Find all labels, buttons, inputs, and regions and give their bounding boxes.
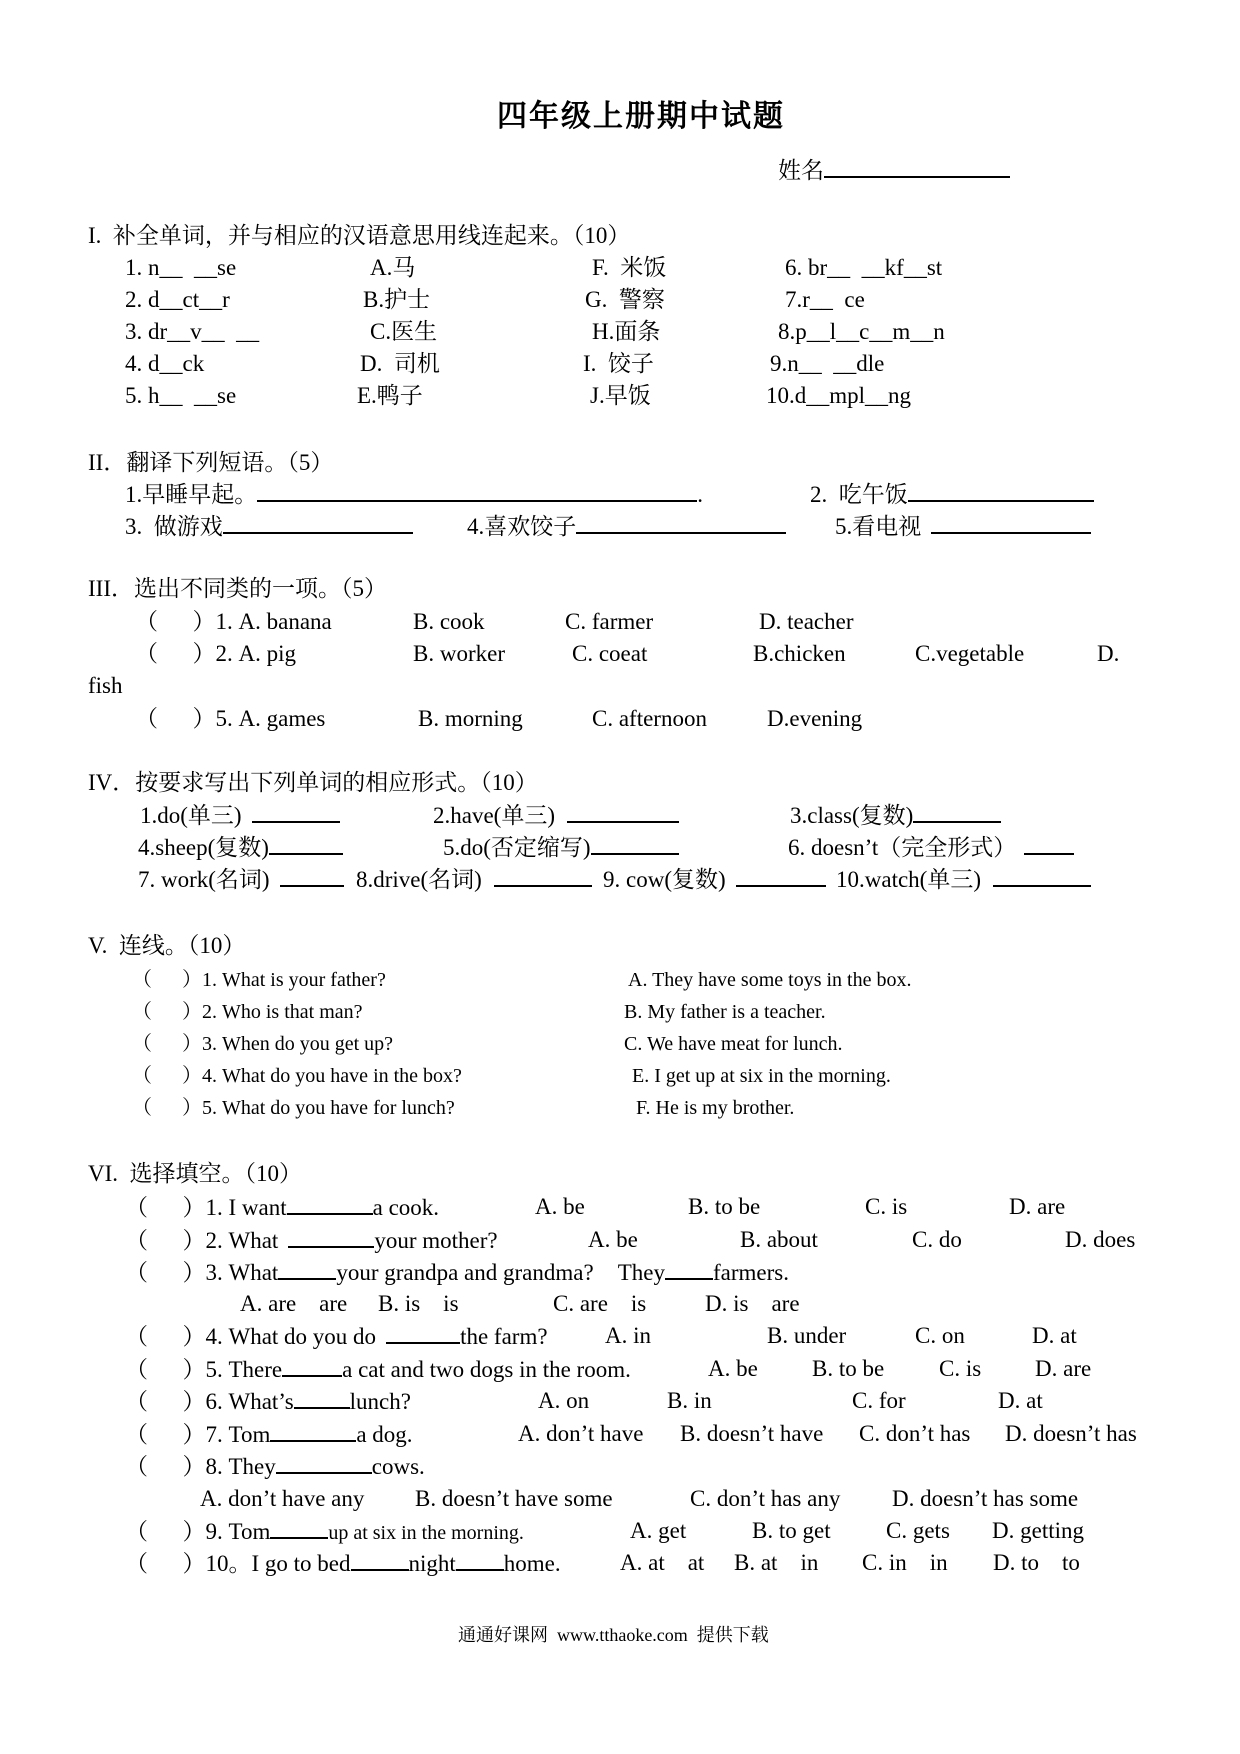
s6-option: C. don’t has xyxy=(859,1421,971,1446)
s6-option: A. don’t have xyxy=(518,1421,644,1446)
s6-option: A. be xyxy=(588,1227,638,1252)
s1-word: 8.p__l__c__m__n xyxy=(778,319,945,344)
s4-item: 4.sheep(复数) xyxy=(138,833,343,862)
section-3-heading: III．选出不同类的一项。（5） xyxy=(88,576,387,601)
s6-option: D. doesn’t has some xyxy=(892,1486,1079,1511)
s5-answer: C. We have meat for lunch. xyxy=(624,1033,843,1055)
answer-blank[interactable] xyxy=(223,512,413,534)
s6-option: C. don’t has any xyxy=(690,1486,841,1511)
s3-option: D. xyxy=(1097,641,1120,666)
s3-q2: （ ）2. A. pig xyxy=(135,641,296,666)
s2-phrase-3: 3. 做游戏 xyxy=(125,512,413,541)
s4-item: 8.drive(名词) xyxy=(356,865,592,894)
s5-question: （ ）4. What do you have in the box? xyxy=(132,1065,462,1087)
answer-blank[interactable] xyxy=(1024,833,1074,855)
s3-option: C.vegetable xyxy=(915,641,1025,666)
s6-q3: （ ）3. What your grandpa and grandma? They farmers. xyxy=(125,1260,789,1285)
s5-question: （ ）5. What do you have for lunch? xyxy=(132,1097,455,1119)
answer-blank[interactable] xyxy=(278,1258,336,1280)
s6-option: A. be xyxy=(535,1194,585,1219)
s6-option: D. to to xyxy=(993,1550,1080,1575)
answer-blank[interactable] xyxy=(280,865,344,887)
s6-option: C. for xyxy=(852,1388,906,1413)
answer-blank[interactable] xyxy=(252,801,340,823)
s1-meaning: G. 警察 xyxy=(585,287,665,312)
s1-meaning: A.马 xyxy=(370,255,416,280)
s6-option: D. is are xyxy=(705,1291,800,1316)
section-6-heading: VI. 选择填空。（10） xyxy=(88,1161,303,1186)
s1-meaning: D. 司机 xyxy=(360,351,440,376)
answer-blank[interactable] xyxy=(494,865,592,887)
answer-blank[interactable] xyxy=(287,1193,373,1215)
s1-meaning: J.早饭 xyxy=(590,383,651,408)
s1-meaning: F. 米饭 xyxy=(592,255,667,280)
s6-option: C. is xyxy=(865,1194,908,1219)
answer-blank[interactable] xyxy=(351,1549,409,1571)
s6-option: B. under xyxy=(767,1323,847,1348)
name-label: 姓名 xyxy=(778,156,1010,185)
s6-option: A. don’t have any xyxy=(200,1486,365,1511)
s5-answer: F. He is my brother. xyxy=(636,1097,795,1119)
section-5-heading: V. 连线。（10） xyxy=(88,933,246,958)
s6-option: D. doesn’t has xyxy=(1005,1421,1137,1446)
s6-option: C. in in xyxy=(862,1550,948,1575)
answer-blank[interactable] xyxy=(567,801,679,823)
s6-q6: （ ）6. What’s lunch? xyxy=(125,1389,411,1414)
s6-option: A. be xyxy=(708,1356,758,1381)
s6-option: C. are is xyxy=(553,1291,647,1316)
answer-blank[interactable] xyxy=(269,833,343,855)
s4-item: 1.do(单三) xyxy=(140,801,340,830)
s6-q5: （ ）5. There a cat and two dogs in the room. xyxy=(125,1357,631,1382)
s5-question: （ ）2. Who is that man? xyxy=(132,1001,363,1023)
answer-blank[interactable] xyxy=(288,1226,374,1248)
s6-option: B. to be xyxy=(688,1194,761,1219)
s3-option: C. farmer xyxy=(565,609,654,634)
s6-option: D. at xyxy=(998,1388,1043,1413)
s4-item: 10.watch(单三) xyxy=(836,865,1091,894)
section-4-heading: IV．按要求写出下列单词的相应形式。（10） xyxy=(88,770,538,795)
s3-option: C. afternoon xyxy=(592,706,707,731)
s6-q7: （ ）7. Tom a dog. xyxy=(125,1422,413,1447)
footer: 通通好课网 www.tthaoke.com 提供下载 xyxy=(458,1625,769,1645)
s6-option: A. get xyxy=(630,1518,687,1543)
s6-q2: （ ）2. What your mother? xyxy=(125,1228,498,1253)
answer-blank[interactable] xyxy=(294,1387,350,1409)
name-blank[interactable] xyxy=(824,156,1010,178)
s3-option: B. cook xyxy=(413,609,485,634)
page-title: 四年级上册期中试题 xyxy=(497,100,785,133)
s3-option: C. coeat xyxy=(572,641,648,666)
s1-meaning: H.面条 xyxy=(592,319,661,344)
s6-option: A. on xyxy=(538,1388,590,1413)
s1-word: 3. dr__v__ __ xyxy=(125,319,260,344)
s4-item: 9. cow(复数) xyxy=(603,865,826,894)
s1-meaning: I. 饺子 xyxy=(583,351,654,376)
s5-answer: A. They have some toys in the box. xyxy=(628,969,912,991)
answer-blank[interactable] xyxy=(665,1258,713,1280)
s1-word: 6. br__ __kf__st xyxy=(785,255,943,280)
s4-item: 3.class(复数) xyxy=(790,801,1001,830)
answer-blank[interactable] xyxy=(456,1549,504,1571)
s4-item: 7. work(名词) xyxy=(138,865,344,894)
answer-blank[interactable] xyxy=(931,512,1091,534)
s1-word: 1. n__ __se xyxy=(125,255,237,280)
s6-option: B. doesn’t have some xyxy=(415,1486,613,1511)
s1-meaning: C.医生 xyxy=(370,319,438,344)
s3-option: B.chicken xyxy=(753,641,846,666)
answer-blank[interactable] xyxy=(736,865,826,887)
s3-option: B. worker xyxy=(413,641,505,666)
section-2-heading: II．翻译下列短语。（5） xyxy=(88,450,334,475)
s3-option: B. morning xyxy=(418,706,523,731)
s2-phrase-2: 2. 吃午饭 xyxy=(810,480,1094,509)
s6-option: B. to get xyxy=(752,1518,831,1543)
s6-option: D. are xyxy=(1035,1356,1092,1381)
s6-option: B. in xyxy=(667,1388,712,1413)
answer-blank[interactable] xyxy=(282,1355,342,1377)
s6-option: B. to be xyxy=(812,1356,885,1381)
s6-q10: （ ）10。I go to bed night home. xyxy=(125,1551,561,1576)
s6-option: A. are are xyxy=(240,1291,348,1316)
s6-option: C. gets xyxy=(886,1518,950,1543)
s6-q8: （ ）8. They cows. xyxy=(125,1454,425,1479)
s6-option: D. are xyxy=(1009,1194,1066,1219)
s6-option: A. in xyxy=(605,1323,651,1348)
s6-option: C. do xyxy=(912,1227,962,1252)
s1-word: 2. d__ct__r xyxy=(125,287,230,312)
s6-option: C. is xyxy=(939,1356,982,1381)
s5-answer: E. I get up at six in the morning. xyxy=(632,1065,891,1087)
s6-option: A. at at xyxy=(620,1550,705,1575)
s3-q5: （ ）5. A. games xyxy=(135,706,326,731)
s3-q1: （ ）1. A. banana xyxy=(135,609,332,634)
s1-meaning: E.鸭子 xyxy=(357,383,423,408)
s6-q1: （ ）1. I want a cook. xyxy=(125,1195,440,1220)
answer-blank[interactable] xyxy=(257,480,697,502)
answer-blank[interactable] xyxy=(386,1322,460,1344)
answer-blank[interactable] xyxy=(591,833,679,855)
s4-item: 6. doesn’t（完全形式） xyxy=(788,833,1074,862)
s3-option: D. teacher xyxy=(759,609,854,634)
s6-option: D. at xyxy=(1032,1323,1077,1348)
s6-option: D. does xyxy=(1065,1227,1136,1252)
answer-blank[interactable] xyxy=(576,512,786,534)
s1-word: 7.r__ ce xyxy=(785,287,865,312)
answer-blank[interactable] xyxy=(270,1420,356,1442)
s1-word: 10.d__mpl__ng xyxy=(766,383,912,408)
s6-q9: （ ）9. Tom up at six in the morning. xyxy=(125,1519,524,1544)
s1-word: 5. h__ __se xyxy=(125,383,237,408)
s6-option: B. is is xyxy=(378,1291,459,1316)
s6-option: D. getting xyxy=(992,1518,1084,1543)
s6-option: B. about xyxy=(740,1227,818,1252)
s1-word: 9.n__ __dle xyxy=(770,351,885,376)
s4-item: 5.do(否定缩写) xyxy=(443,833,679,862)
s2-phrase-4: 4.喜欢饺子 xyxy=(467,512,786,541)
s2-phrase-1: 1.早睡早起。 . xyxy=(125,482,703,507)
s6-option: B. doesn’t have xyxy=(680,1421,824,1446)
answer-blank[interactable] xyxy=(276,1452,372,1474)
answer-blank[interactable] xyxy=(270,1517,328,1539)
s6-q4: （ ）4. What do you do the farm? xyxy=(125,1324,548,1349)
s5-question: （ ）3. When do you get up? xyxy=(132,1033,394,1055)
section-1-heading: I. 补全单词，并与相应的汉语意思用线连起来。（10） xyxy=(88,223,631,248)
s3-option: D.evening xyxy=(767,706,863,731)
answer-blank[interactable] xyxy=(913,801,1001,823)
s4-item: 2.have(单三) xyxy=(433,801,679,830)
s5-question: （ ）1. What is your father? xyxy=(132,969,386,991)
s1-meaning: B.护士 xyxy=(363,287,431,312)
s5-answer: B. My father is a teacher. xyxy=(624,1001,826,1023)
answer-blank[interactable] xyxy=(908,480,1094,502)
s2-phrase-5: 5.看电视 xyxy=(835,512,1091,541)
s1-word: 4. d__ck xyxy=(125,351,205,376)
s3-q2-wrap: fish xyxy=(88,673,123,698)
s6-option: B. at in xyxy=(734,1550,819,1575)
answer-blank[interactable] xyxy=(993,865,1091,887)
s6-option: C. on xyxy=(915,1323,965,1348)
